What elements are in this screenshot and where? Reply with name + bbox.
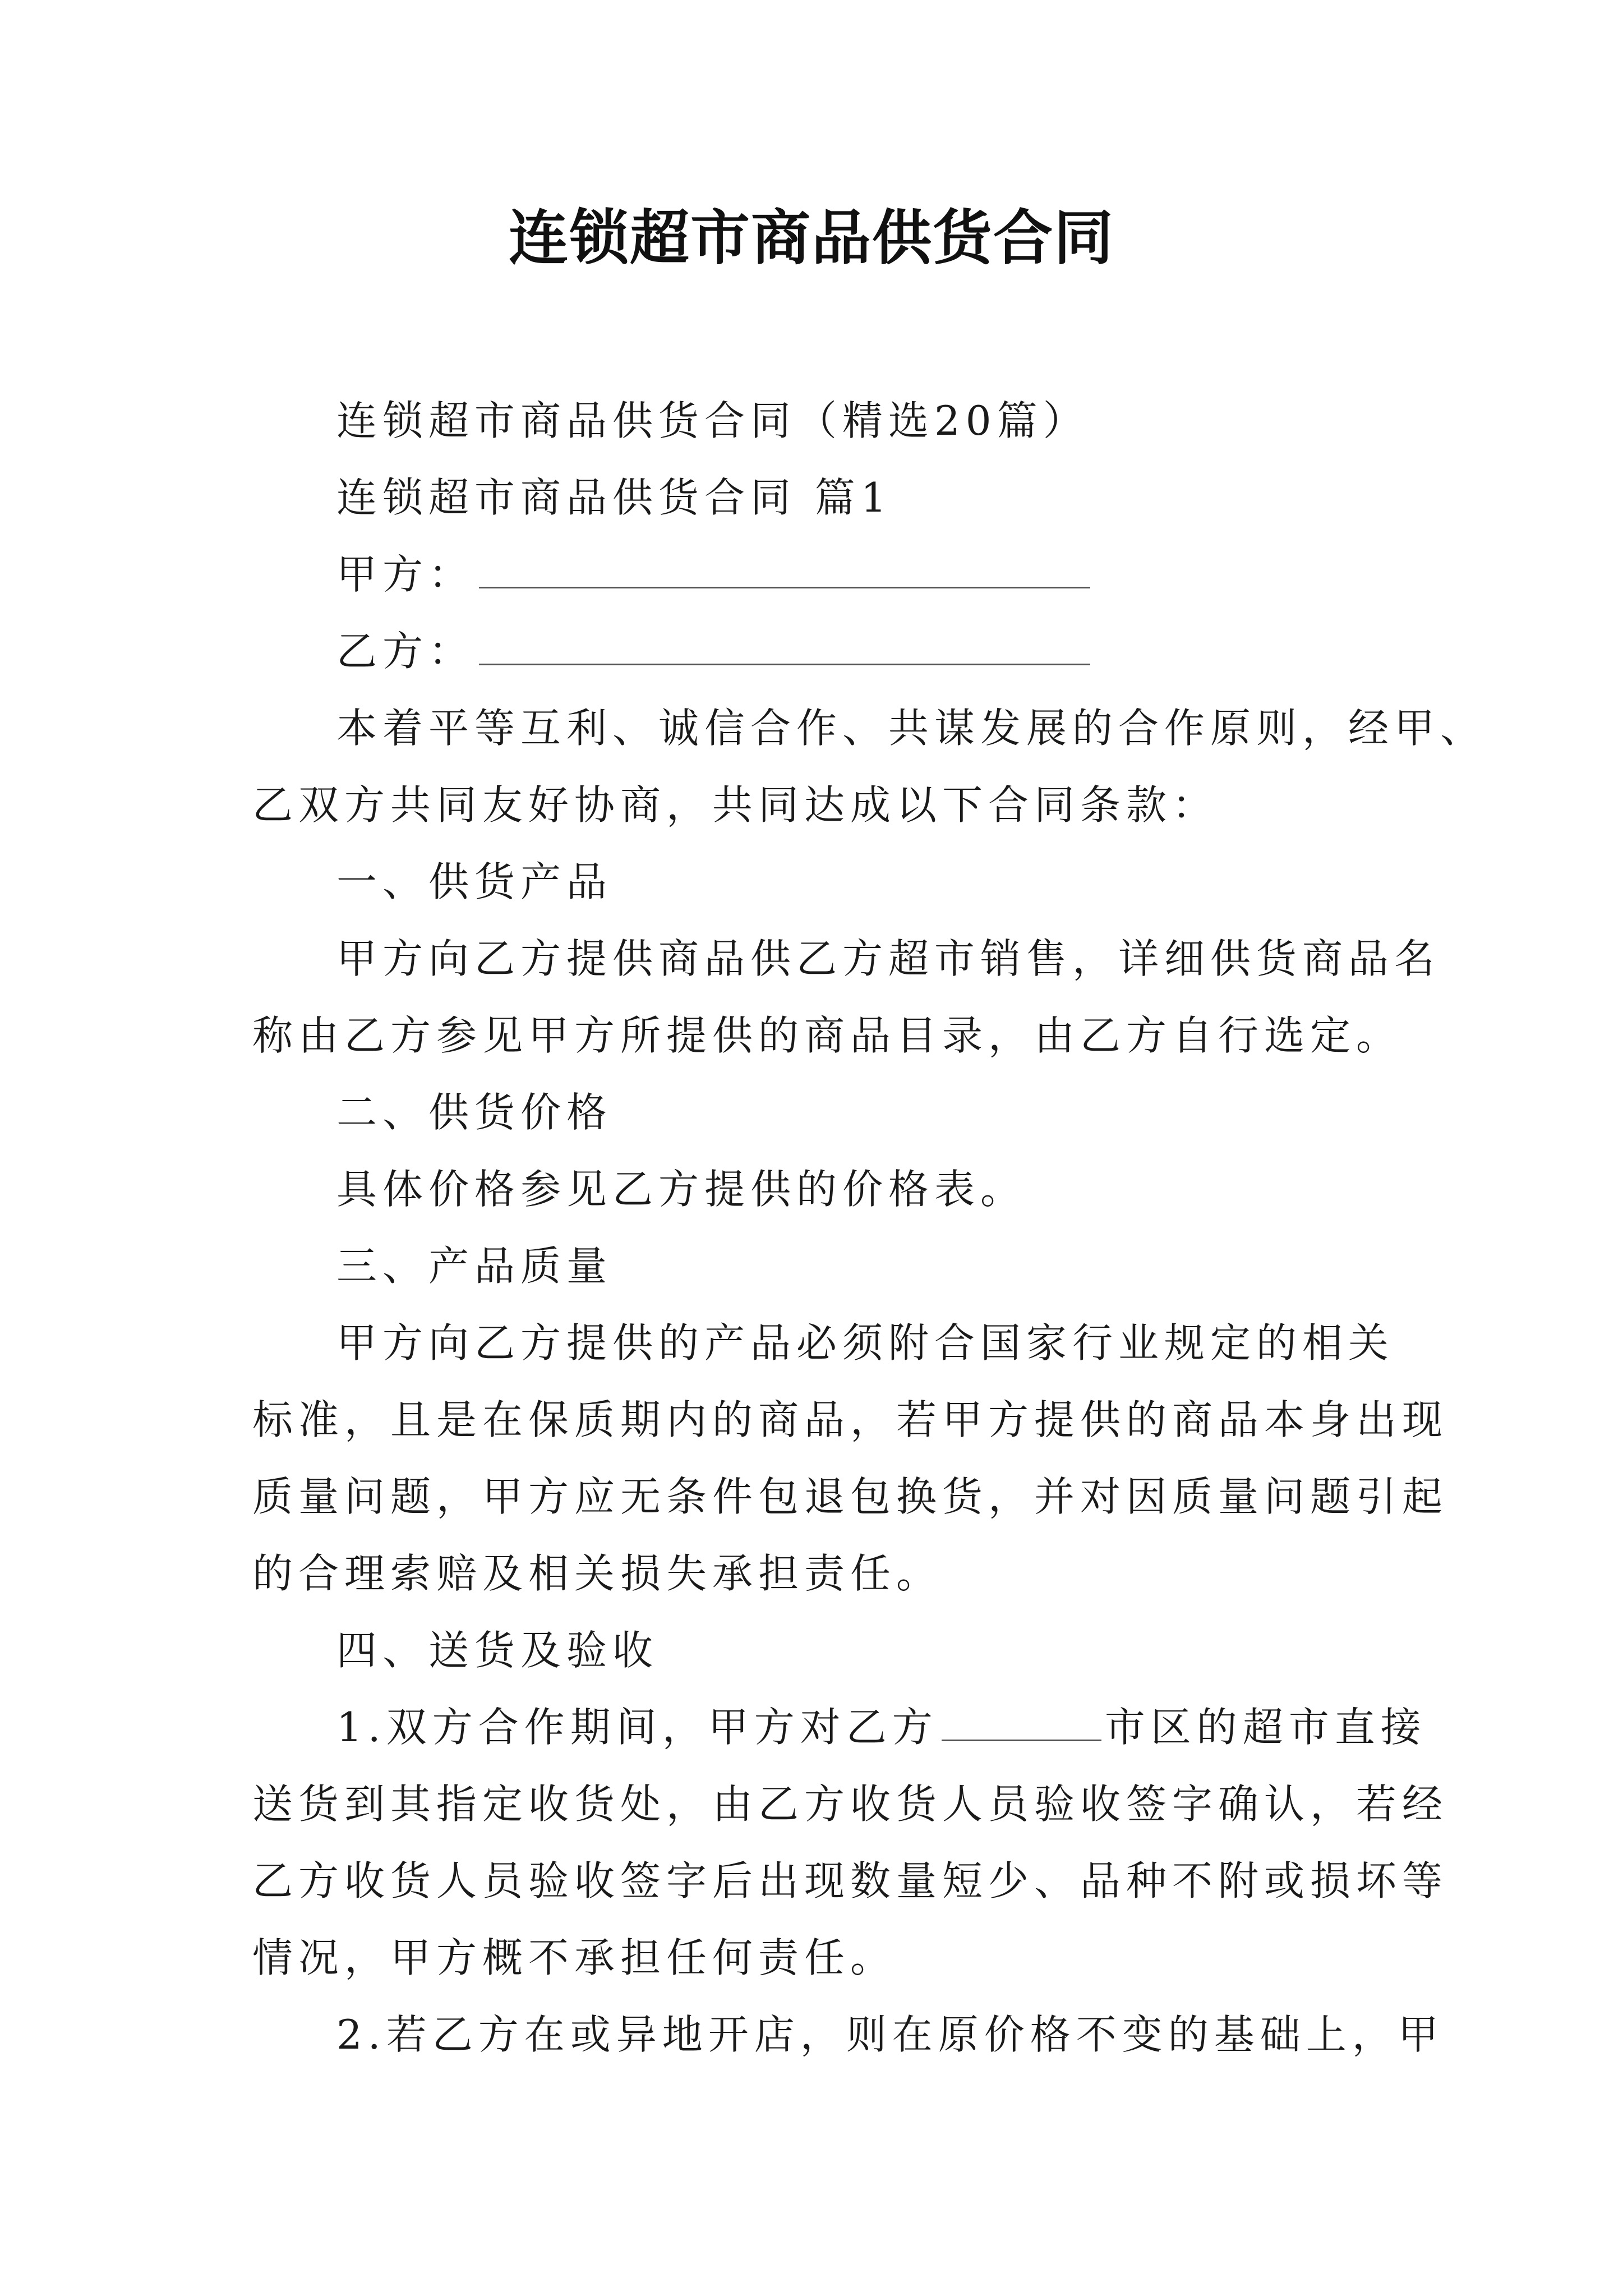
party-a-line (336, 536, 1090, 613)
section-4-item-1-line-1 (336, 1689, 1427, 1766)
section-3-line-1: 甲方向乙方提供的产品必须附合国家行业规定的相关 (336, 1319, 1395, 1366)
section-1-line-1: 甲方向乙方提供商品供乙方超市销售，详细供货商品名 (336, 935, 1441, 982)
intro-line-2: 乙双方共同友好协商，共同达成以下合同条款： (252, 781, 1219, 829)
section-4-heading: 四、送货及验收 (336, 1627, 659, 1674)
party-b-label: 乙方： (336, 628, 475, 675)
intro-line-1: 本着平等互利、诚信合作、共谋发展的合作原则，经甲、 (336, 705, 1487, 752)
section-2-line-1: 具体价格参见乙方提供的价格表。 (336, 1166, 1027, 1213)
party-a-label: 甲方： (336, 551, 475, 598)
section-4-item-1-suffix: 市区的超市直接 (1104, 1704, 1427, 1751)
section-2-heading: 二、供货价格 (336, 1089, 613, 1136)
part-heading: 连锁超市商品供货合同 篇1 (336, 474, 892, 521)
section-4-item-1-line-3: 乙方收货人员验收签字后出现数量短少、品种不附或损坏等 (252, 1857, 1449, 1904)
section-3-line-4: 的合理索赔及相关损失承担责任。 (252, 1550, 943, 1597)
section-3-heading: 三、产品质量 (336, 1243, 613, 1290)
party-b-line (336, 613, 1090, 690)
subtitle: 连锁超市商品供货合同（精选20篇） (336, 397, 1089, 444)
section-3-line-2: 标准，且是在保质期内的商品，若甲方提供的商品本身出现 (252, 1396, 1449, 1443)
section-3-line-3: 质量问题，甲方应无条件包退包换货，并对因质量问题引起 (252, 1473, 1449, 1520)
party-a-blank (479, 552, 1090, 588)
section-4-item-1-prefix: 1.双方合作期间，甲方对乙方 (336, 1704, 938, 1751)
section-1-line-2: 称由乙方参见甲方所提供的商品目录，由乙方自行选定。 (252, 1012, 1403, 1059)
section-4-item-2-line-1: 2.若乙方在或异地开店，则在原价格不变的基础上，甲 (336, 2011, 1444, 2058)
section-4-item-1-line-4: 情况，甲方概不承担任何责任。 (252, 1934, 897, 1981)
section-1-heading: 一、供货产品 (336, 858, 613, 905)
city-blank (942, 1705, 1101, 1741)
document-title: 连锁超市商品供货合同 (509, 204, 1114, 273)
section-4-item-1-line-2: 送货到其指定收货处，由乙方收货人员验收签字确认，若经 (252, 1780, 1449, 1828)
party-b-blank (479, 629, 1090, 665)
